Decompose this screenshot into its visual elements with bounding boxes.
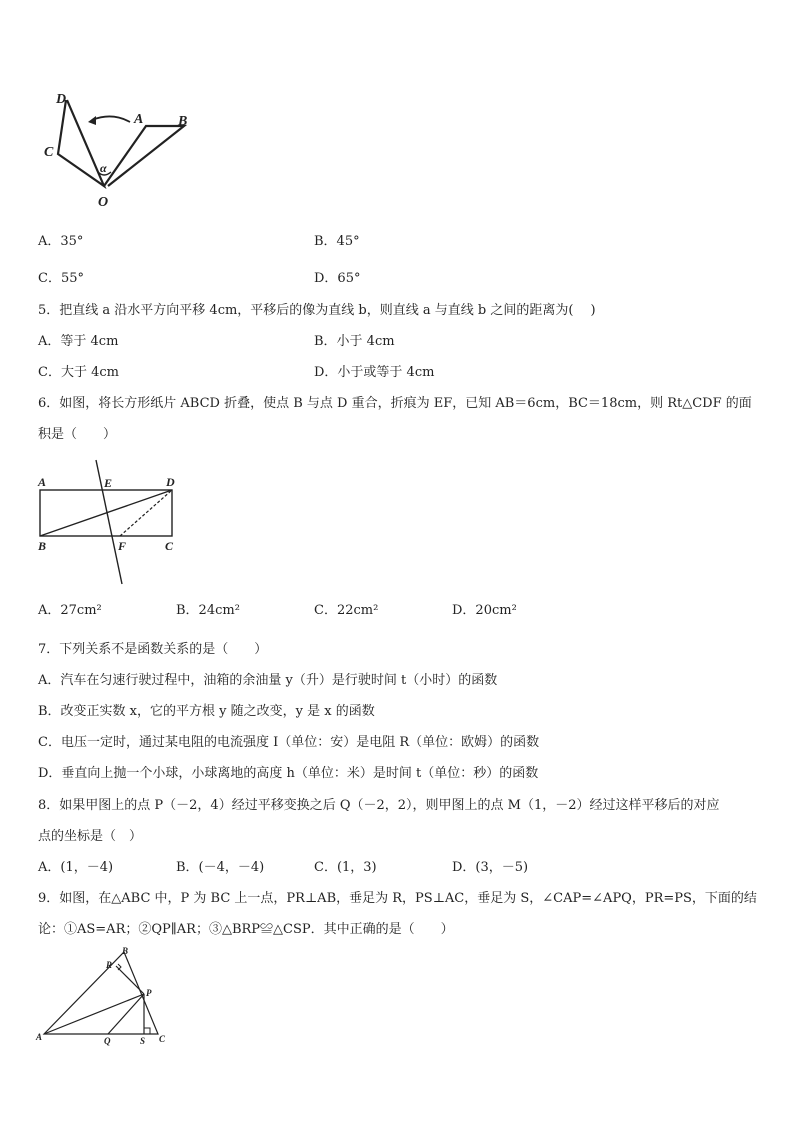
q9-label-p: P — [146, 988, 152, 998]
q5-stem: 5．把直线 a 沿水平方向平移 4cm，平移后的像为直线 b，则直线 a 与直线 b 之间的距离为( ) — [38, 303, 596, 318]
q9-figure — [34, 946, 174, 1048]
q5-option-b: B．小于 4cm — [314, 334, 395, 349]
q4-option-c: C．55° — [38, 271, 84, 286]
q6-label-d: D — [166, 475, 175, 489]
q4-label-d: D — [56, 92, 67, 107]
q6-option-d: D．20cm² — [452, 603, 517, 618]
q6-label-a: A — [38, 475, 47, 489]
q7-option-d: D．垂直向上抛一个小球，小球离地的高度 h（单位：米）是时间 t（单位：秒）的函数 — [38, 766, 539, 781]
q6-stem-line2: 积是（ ） — [38, 427, 117, 442]
q5-option-d: D．小于或等于 4cm — [314, 365, 435, 380]
q6-label-b: B — [38, 539, 47, 553]
q5-option-a: A．等于 4cm — [38, 334, 119, 349]
q7-option-a: A．汽车在匀速行驶过程中，油箱的余油量 y（升）是行驶时间 t（小时）的函数 — [38, 673, 498, 688]
q6-figure — [34, 458, 184, 586]
q8-option-a: A．(1，－4) — [38, 860, 114, 875]
q9-label-r: R — [106, 960, 113, 970]
q6-stem-line1: 6．如图，将长方形纸片 ABCD 折叠，使点 B 与点 D 重合，折痕为 EF，已知 AB＝6cm，BC＝18cm，则 Rt△CDF 的面 — [38, 396, 752, 411]
q9-label-b: B — [122, 946, 129, 956]
q8-option-c: C．(1，3) — [314, 860, 377, 875]
q8-stem-line1: 8．如果甲图上的点 P（－2，4）经过平移变换之后 Q（－2，2），则甲图上的点 M（1，－2）经过这样平移后的对应 — [38, 798, 720, 813]
q7-option-c: C．电压一定时，通过某电阻的电流强度 I（单位：安）是电阻 R（单位：欧姆）的函数 — [38, 735, 540, 750]
q5-option-c: C．大于 4cm — [38, 365, 119, 380]
q8-stem-line2: 点的坐标是（ ） — [38, 829, 143, 844]
q8-option-b: B．(－4，－4) — [176, 860, 265, 875]
q8-option-d: D．(3，－5) — [452, 860, 529, 875]
q4-label-c: C — [44, 145, 54, 160]
q4-label-alpha: α — [100, 161, 107, 175]
q9-label-a: A — [36, 1032, 43, 1042]
q6-label-e: E — [104, 476, 113, 490]
q4-label-b: B — [178, 114, 188, 129]
q6-label-f: F — [118, 539, 127, 553]
q4-label-a: A — [134, 112, 144, 127]
q4-option-b: B．45° — [314, 234, 360, 249]
q4-option-a: A．35° — [38, 234, 84, 249]
q4-option-d: D．65° — [314, 271, 361, 286]
q4-figure — [38, 86, 198, 212]
q7-stem: 7．下列关系不是函数关系的是（ ） — [38, 642, 268, 657]
q6-option-a: A．27cm² — [38, 603, 102, 618]
q6-option-c: C．22cm² — [314, 603, 379, 618]
q9-label-c: C — [159, 1034, 166, 1044]
q9-stem-line2: 论：①AS=AR；②QP∥AR；③△BRP≌△CSP．其中正确的是（ ） — [38, 922, 454, 937]
q4-label-o: O — [98, 195, 109, 210]
q9-label-s: S — [140, 1036, 146, 1046]
q9-label-q: Q — [104, 1036, 111, 1046]
q6-option-b: B．24cm² — [176, 603, 240, 618]
q6-label-c: C — [165, 539, 174, 553]
q7-option-b: B．改变正实数 x，它的平方根 y 随之改变，y 是 x 的函数 — [38, 704, 375, 719]
q9-stem-line1: 9．如图，在△ABC 中，P 为 BC 上一点，PR⊥AB，垂足为 R，PS⊥AC，垂足为 S，∠CAP=∠APQ，PR=PS，下面的结 — [38, 891, 757, 906]
